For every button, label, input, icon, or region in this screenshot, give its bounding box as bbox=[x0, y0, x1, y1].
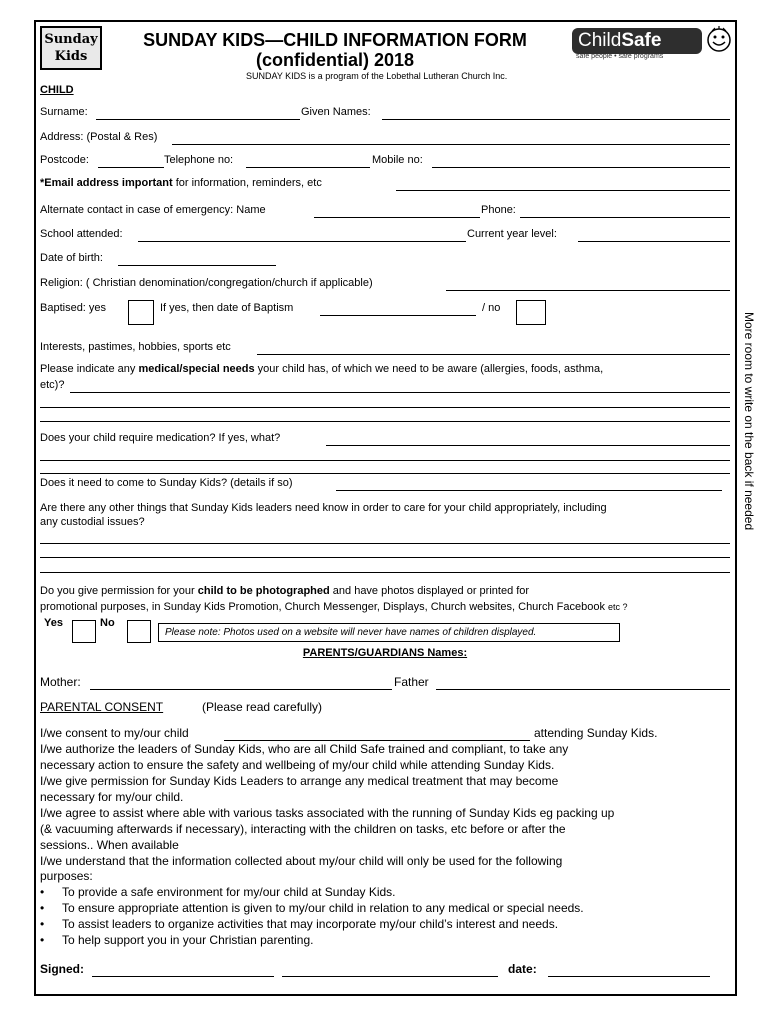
photo-label-pre: Do you give permission for your bbox=[40, 585, 198, 597]
consent-heading-note: (Please read carefully) bbox=[202, 700, 323, 714]
surname-field[interactable] bbox=[96, 119, 300, 120]
bullet-icon: • bbox=[40, 901, 45, 915]
photo-yes-checkbox[interactable] bbox=[72, 620, 96, 643]
school-field[interactable] bbox=[138, 241, 466, 242]
medication-field-2[interactable] bbox=[40, 460, 730, 461]
year-level-field[interactable] bbox=[578, 241, 730, 242]
medical-label-post: your child has, of which we need to be aware (allergies, foods, asthma, bbox=[254, 363, 604, 375]
bullet-icon: • bbox=[40, 885, 45, 899]
bullet-icon: • bbox=[40, 917, 45, 931]
photo-permission-label bbox=[40, 585, 529, 597]
list-item bbox=[40, 916, 584, 932]
dob-field[interactable] bbox=[118, 265, 276, 266]
parents-heading: PARENTS/GUARDIANS Names: bbox=[302, 647, 468, 659]
photo-label-post: and have photos displayed or printed for bbox=[329, 585, 530, 597]
other-things-label-line1: Are there any other things that Sunday Kids leaders need know in order to care for your child appropriately, including bbox=[40, 502, 607, 514]
come-label: Does it need to come to Sunday Kids? (details if so) bbox=[40, 477, 293, 489]
photo-yes-label: Yes bbox=[44, 617, 63, 629]
school-label: School attended: bbox=[40, 228, 123, 240]
photo-no-label: No bbox=[100, 617, 115, 629]
photo-etc: etc ? bbox=[608, 602, 628, 612]
childsafe-bold-text: Safe bbox=[621, 30, 662, 51]
alt-contact-name-field[interactable] bbox=[314, 217, 480, 218]
date-text: date bbox=[508, 962, 533, 976]
medical-field-1[interactable] bbox=[70, 392, 730, 393]
telephone-label: Telephone no: bbox=[164, 154, 234, 166]
signature-field-1[interactable] bbox=[92, 976, 274, 977]
consent-line-2: necessary action to ensure the safety and wellbeing of my/our child while attending Sunday Kids. bbox=[40, 758, 555, 772]
telephone-field[interactable] bbox=[246, 167, 370, 168]
sunday-kids-logo bbox=[40, 26, 102, 70]
postcode-label: Postcode: bbox=[40, 154, 89, 166]
date-label: date: bbox=[508, 962, 537, 976]
photo-permission-line2 bbox=[40, 601, 628, 613]
medical-label-bold: medical/special needs bbox=[138, 363, 255, 375]
side-note: More room to write on the back if needed bbox=[742, 312, 756, 531]
consent-child-label: I/we consent to my/our child bbox=[40, 726, 189, 740]
interests-field[interactable] bbox=[257, 354, 730, 355]
interests-label: Interests, pastimes, hobbies, sports etc bbox=[40, 341, 231, 353]
consent-line-1: I/we authorize the leaders of Sunday Kids, who are all Child Safe trained and compliant, to take any bbox=[40, 742, 569, 756]
baptised-yes-label: Baptised: yes bbox=[40, 302, 107, 314]
given-names-field[interactable] bbox=[382, 119, 730, 120]
mother-field[interactable] bbox=[90, 689, 392, 690]
given-names-label: Given Names: bbox=[301, 106, 371, 118]
postcode-field[interactable] bbox=[98, 167, 164, 168]
medical-field-2[interactable] bbox=[40, 407, 730, 408]
consent-attending-text: attending Sunday Kids. bbox=[534, 726, 658, 740]
come-field[interactable] bbox=[336, 490, 722, 491]
other-things-label-line2: any custodial issues? bbox=[40, 516, 145, 528]
baptism-date-label: If yes, then date of Baptism bbox=[160, 302, 294, 314]
dob-label: Date of birth: bbox=[40, 252, 103, 264]
mother-label: Mother: bbox=[40, 675, 81, 689]
consent-line-5: I/we agree to assist where able with various tasks associated with the running of Sunday Kids eg packing up bbox=[40, 806, 615, 820]
other-things-field-3[interactable] bbox=[40, 572, 730, 573]
childsafe-light-text: Child bbox=[578, 30, 622, 51]
religion-label: Religion: ( Christian denomination/congregation/church if applicable) bbox=[40, 277, 373, 289]
medical-label-line2: etc)? bbox=[40, 379, 65, 391]
other-things-field-2[interactable] bbox=[40, 557, 730, 558]
childsafe-wordmark bbox=[572, 28, 702, 54]
purpose-text: To provide a safe environment for my/our child at Sunday Kids. bbox=[62, 885, 396, 899]
purpose-text: To assist leaders to organize activities that may incorporate my/our child’s interest and needs. bbox=[62, 917, 559, 931]
baptism-date-field[interactable] bbox=[320, 315, 476, 316]
signed-text: Signed bbox=[40, 962, 81, 976]
purpose-text: To ensure appropriate attention is given to my/our child in relation to any medical or special needs. bbox=[62, 901, 584, 915]
alt-contact-label: Alternate contact in case of emergency: Name bbox=[40, 204, 266, 216]
consent-heading: PARENTAL CONSENT bbox=[40, 700, 164, 714]
mobile-field[interactable] bbox=[432, 167, 730, 168]
email-label-rest: for information, reminders, etc bbox=[172, 177, 322, 189]
address-label: Address: (Postal & Res) bbox=[40, 131, 158, 143]
address-field[interactable] bbox=[172, 144, 730, 145]
surname-label: Surname: bbox=[40, 106, 88, 118]
photo-note: Please note: Photos used on a website will never have names of children displayed. bbox=[158, 623, 620, 642]
medical-label-pre: Please indicate any bbox=[40, 363, 139, 375]
childsafe-logo bbox=[572, 26, 732, 62]
consent-line-3: I/we give permission for Sunday Kids Leaders to arrange any medical treatment that may become bbox=[40, 774, 559, 788]
consent-line-6: (& vacuuming afterwards if necessary), interacting with the children on tasks, etc before or after the bbox=[40, 822, 566, 836]
form-title: SUNDAY KIDS—CHILD INFORMATION FORM bbox=[143, 30, 527, 50]
religion-field[interactable] bbox=[446, 290, 730, 291]
form-title-year: (confidential) 2018 bbox=[255, 50, 415, 70]
childsafe-tagline: safe people • safe programs bbox=[576, 53, 664, 60]
email-label bbox=[40, 177, 322, 189]
photo-no-checkbox[interactable] bbox=[127, 620, 151, 643]
alt-phone-field[interactable] bbox=[520, 217, 730, 218]
list-item bbox=[40, 900, 584, 916]
smiley-face-icon bbox=[706, 26, 732, 54]
medical-field-3[interactable] bbox=[40, 421, 730, 422]
consent-line-8: I/we understand that the information collected about my/our child will only be used for the following bbox=[40, 854, 563, 868]
date-field[interactable] bbox=[548, 976, 710, 977]
photo-line2-text: promotional purposes, in Sunday Kids Promotion, Church Messenger, Displays, Church websites, Church Facebook bbox=[40, 601, 605, 613]
signature-field-2[interactable] bbox=[282, 976, 498, 977]
year-level-label: Current year level: bbox=[467, 228, 557, 240]
baptised-no-label: / no bbox=[482, 302, 501, 314]
other-things-field-1[interactable] bbox=[40, 543, 730, 544]
child-heading: CHILD bbox=[40, 84, 74, 96]
medication-field-3[interactable] bbox=[40, 473, 730, 474]
photo-label-bold: child to be photographed bbox=[197, 585, 330, 597]
list-item bbox=[40, 932, 584, 948]
consent-child-field[interactable] bbox=[224, 740, 530, 741]
logo-text-line2: Kids bbox=[54, 49, 88, 64]
consent-line-9: purposes: bbox=[40, 869, 93, 883]
bullet-icon: • bbox=[40, 933, 45, 947]
medication-field-1[interactable] bbox=[326, 445, 730, 446]
purpose-text: To help support you in your Christian parenting. bbox=[62, 933, 314, 947]
signed-label: Signed: bbox=[40, 962, 85, 976]
email-label-bold: *Email address important bbox=[40, 177, 173, 189]
list-item bbox=[40, 884, 584, 900]
consent-line-4: necessary for my/our child. bbox=[40, 790, 184, 804]
email-field[interactable] bbox=[396, 190, 730, 191]
logo-text-line1: Sunday bbox=[44, 32, 98, 47]
medical-label bbox=[40, 363, 603, 375]
alt-phone-label: Phone: bbox=[481, 204, 516, 216]
form-subtitle: SUNDAY KIDS is a program of the Lobethal Lutheran Church Inc. bbox=[246, 71, 508, 81]
purposes-list bbox=[40, 884, 584, 948]
medication-label: Does your child require medication? If yes, what? bbox=[40, 432, 281, 444]
mobile-label: Mobile no: bbox=[372, 154, 423, 166]
baptised-no-checkbox[interactable] bbox=[516, 300, 546, 325]
baptised-yes-checkbox[interactable] bbox=[128, 300, 154, 325]
father-field[interactable] bbox=[436, 689, 730, 690]
father-label: Father bbox=[394, 675, 429, 689]
consent-line-7: sessions.. When available bbox=[40, 838, 179, 852]
